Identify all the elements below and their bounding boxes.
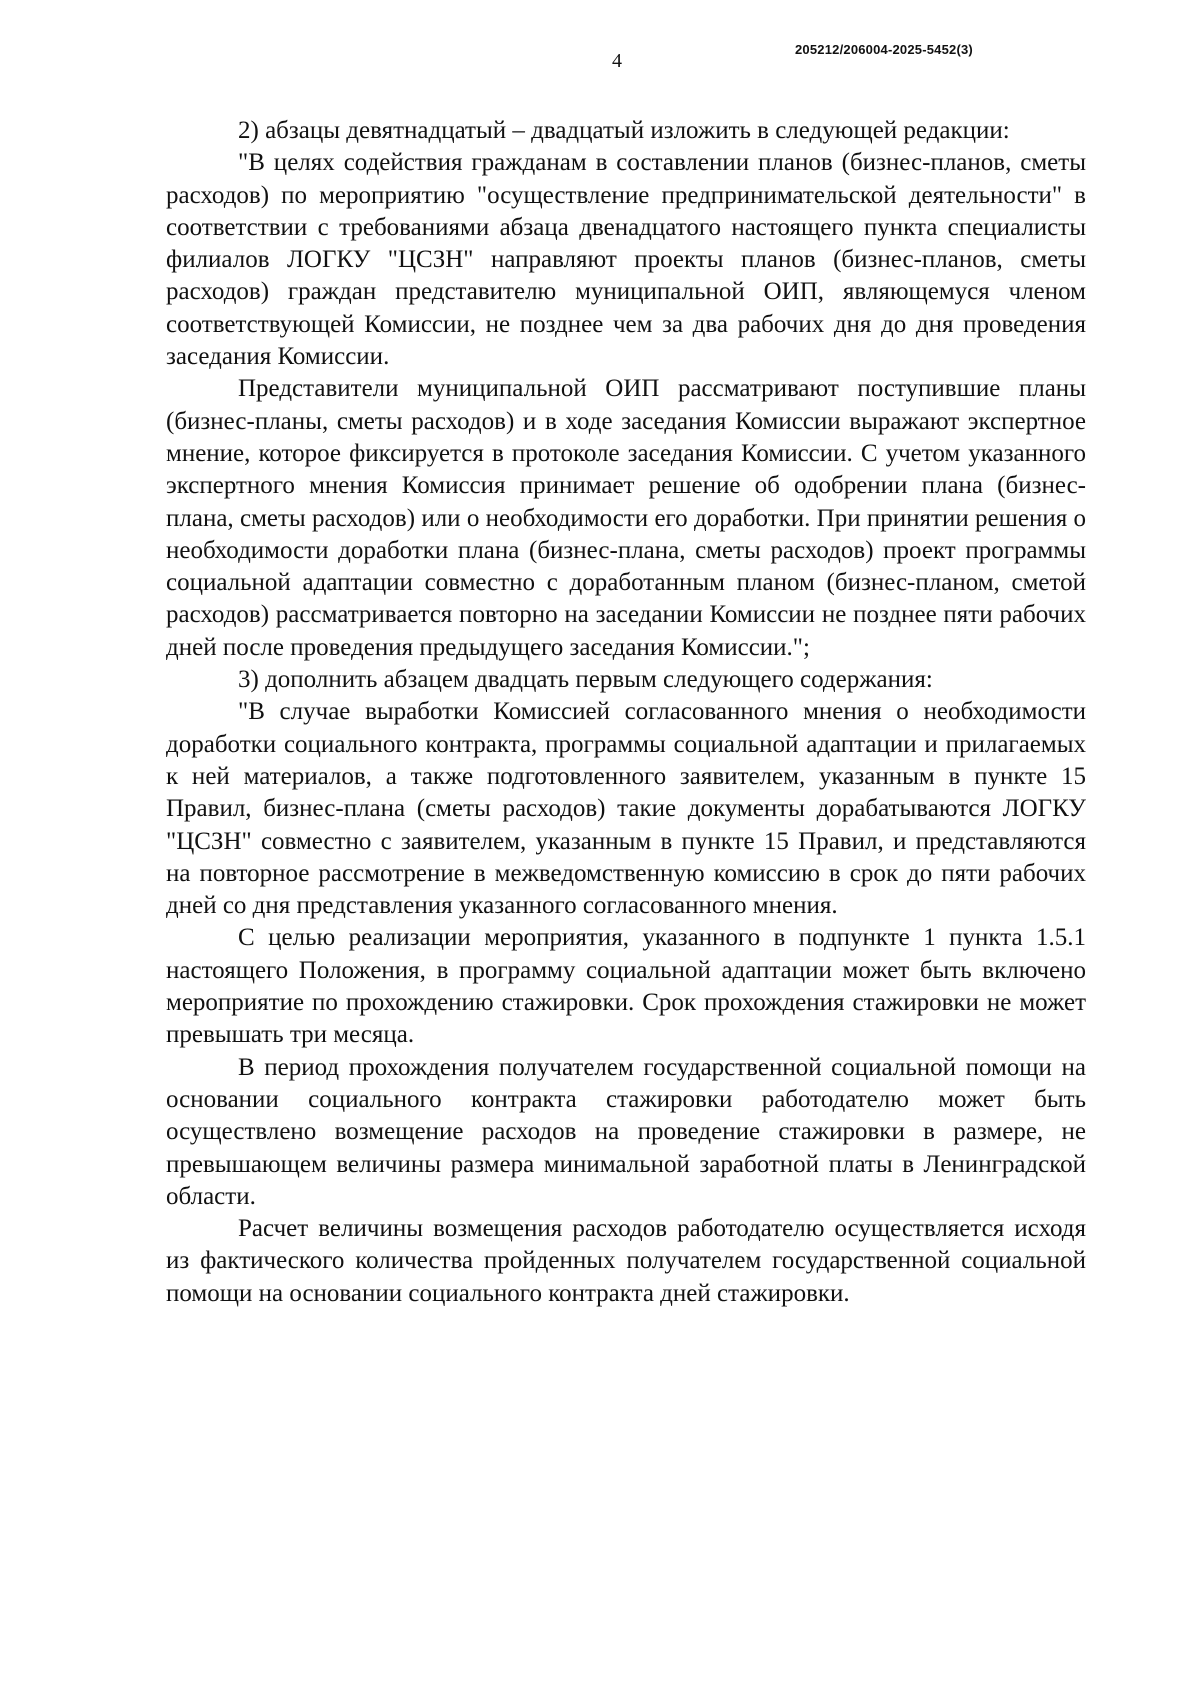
paragraph-item-2: 2) абзацы девятнадцатый – двадцатый изложить в следующей редакции: [238, 117, 1010, 144]
paragraph-internship: С целью реализации мероприятия, указанного в подпункте 1 пункта 1.5.1 настоящего Положения, в программу социальной адаптации может быть включено мероприятие по прохождению стажировки. Срок прохождения стажировки не может превышать три месяца. [166, 924, 1086, 1049]
paragraph-reimbursement: В период прохождения получателем государственной социальной помощи на основании социального контракта стажировки работодателю может быть осуществлено возмещение расходов на проведение стажировки в размере, не превышающем величины размера минимальной заработной платы в Ленинградской области. [166, 1053, 1086, 1210]
document-body [166, 115, 1086, 1310]
document-registration-number: 205212/206004-2025-5452(3) [795, 42, 973, 57]
paragraph-quote-start: "В целях содействия гражданам в составлении планов (бизнес-планов, сметы расходов) по мероприятию "осуществление предпринимательской деятельности" в соответствии с требованиями абзаца двенадцатого настоящего пункта специалисты филиалов ЛОГКУ "ЦСЗН" направляют проекты планов (бизнес-планов, сметы расходов) граждан представителю муниципальной ОИП, являющемуся членом соответствующей Комиссии, не позднее чем за два рабочих дня до дня проведения заседания Комиссии. [166, 149, 1086, 371]
paragraph-oip-review: Представители муниципальной ОИП рассматривают поступившие планы (бизнес-планы, сметы расходов) и в ходе заседания Комиссии выражают экспертное мнение, которое фиксируется в протоколе заседания Комиссии. С учетом указанного экспертного мнения Комиссия принимает решение об одобрении плана (бизнес-плана, сметы расходов) или о необходимости его доработки. При принятии решения о необходимости доработки плана (бизнес-плана, сметы расходов) проект программы социальной адаптации совместно с доработанным планом (бизнес-планом, сметой расходов) рассматривается повторно на заседании Комиссии не позднее пяти рабочих дней после проведения предыдущего заседания Комиссии."; [166, 375, 1086, 661]
page-number: 4 [612, 50, 622, 72]
paragraph-calculation: Расчет величины возмещения расходов работодателю осуществляется исходя из фактического количества пройденных получателем государственной социальной помощи на основании социального контракта дней стажировки. [166, 1215, 1086, 1307]
paragraph-item-3: 3) дополнить абзацем двадцать первым следующего содержания: [238, 666, 933, 694]
paragraph-revision-case: "В случае выработки Комиссией согласованного мнения о необходимости доработки социального контракта, программы социальной адаптации и прилагаемых к ней материалов, а также подготовленного заявителем, указанным в пункте 15 Правил, бизнес-плана (сметы расходов) такие документы дорабатываются ЛОГКУ "ЦСЗН" совместно с заявителем, указанным в пункте 15 Правил, и представляются на повторное рассмотрение в межведомственную комиссию в срок до пяти рабочих дней со дня представления указанного согласованного мнения. [166, 698, 1086, 920]
